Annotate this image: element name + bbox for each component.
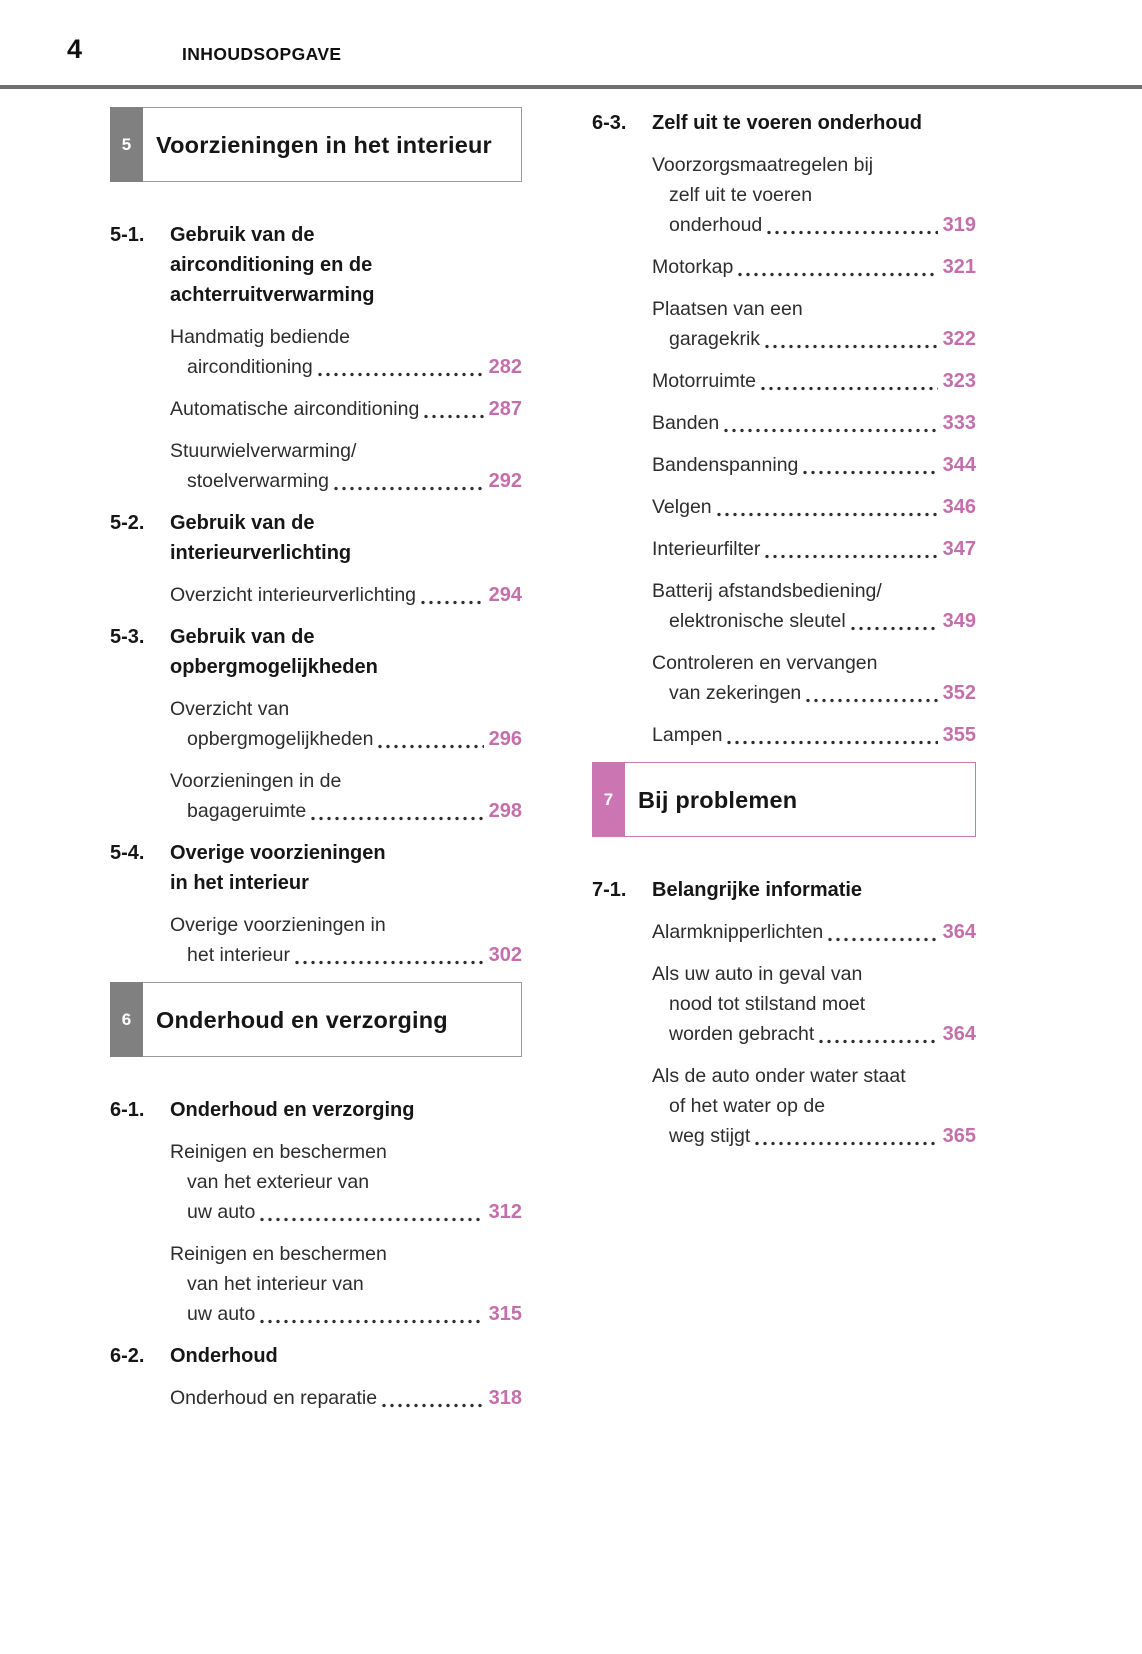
entry-leader-row — [170, 1197, 522, 1227]
section-title-line: Overige voorzieningen — [170, 842, 386, 864]
entry-text: Onderhoud en reparatie — [170, 1387, 378, 1409]
entry-text: Bandenspanning — [652, 454, 799, 476]
entry-leader-row — [170, 394, 522, 424]
dot-leader — [753, 1141, 937, 1146]
section-number: 5-2. — [110, 512, 145, 534]
dot-leader — [380, 1403, 484, 1408]
entry-text: Banden — [652, 412, 720, 434]
dot-leader — [293, 960, 484, 965]
entry-leader-row — [170, 466, 522, 496]
section-title-line: interieurverlichting — [170, 542, 352, 564]
section-title — [170, 838, 386, 898]
section-title-line: Belangrijke informatie — [652, 879, 863, 901]
chapter-number-badge: 5 — [110, 107, 143, 182]
entry-page-number: 282 — [488, 356, 522, 378]
entry-text-line: Als uw auto in geval van — [652, 963, 863, 985]
section-title — [170, 1341, 278, 1371]
page-title: INHOUDSOPGAVE — [182, 44, 342, 64]
toc-entry — [170, 1137, 522, 1227]
entry-leader-row — [652, 917, 976, 947]
entry-text-line: of het water op de — [669, 1095, 826, 1117]
entry-page-number: 333 — [942, 412, 976, 434]
section-title — [170, 1095, 414, 1125]
chapter-box-5 — [110, 107, 522, 182]
entry-leader-row — [170, 1299, 522, 1329]
entry-page-number: 322 — [942, 328, 976, 350]
entry-page-number: 352 — [942, 682, 976, 704]
entry-text-line: Reinigen en beschermen — [170, 1141, 387, 1163]
entry-text-line: van het exterieur van — [187, 1171, 370, 1193]
chapter-number-badge: 7 — [592, 762, 625, 837]
entry-page-number: 344 — [942, 454, 976, 476]
chapter-title: Onderhoud en verzorging — [156, 1006, 448, 1033]
entry-text: Lampen — [652, 724, 723, 746]
entry-text-line: Batterij afstandsbediening/ — [652, 580, 882, 602]
entry-text: uw auto — [187, 1201, 256, 1223]
dot-leader — [804, 698, 937, 703]
section-title-line: Onderhoud — [170, 1345, 278, 1367]
entry-leader-row — [652, 1019, 976, 1049]
toc-entry — [652, 450, 976, 480]
entry-page-number: 318 — [488, 1387, 522, 1409]
entry-page-number: 302 — [488, 944, 522, 966]
dot-leader — [422, 414, 483, 419]
entry-text: worden gebracht — [669, 1023, 815, 1045]
entry-leader-row — [170, 724, 522, 754]
entry-page-number: 346 — [942, 496, 976, 518]
section-number: 5-1. — [110, 224, 145, 246]
dot-leader — [826, 937, 937, 942]
toc-entry — [652, 252, 976, 282]
entry-page-number: 349 — [942, 610, 976, 632]
section-number: 6-1. — [110, 1099, 145, 1121]
chapter-box-6 — [110, 982, 522, 1057]
section-heading-6-2 — [110, 1341, 522, 1371]
entry-text: opbergmogelijkheden — [187, 728, 374, 750]
dot-leader — [765, 230, 937, 235]
entry-text-line: Overige voorzieningen in — [170, 914, 386, 936]
toc-entry — [170, 322, 522, 382]
entry-text: Motorruimte — [652, 370, 757, 392]
entry-text: het interieur — [187, 944, 290, 966]
chapter-title: Bij problemen — [638, 786, 798, 813]
entry-text: elektronische sleutel — [669, 610, 846, 632]
entry-text: bagageruimte — [187, 800, 307, 822]
toc-entry — [170, 910, 522, 970]
dot-leader — [801, 470, 937, 475]
entry-page-number: 355 — [942, 724, 976, 746]
section-heading-5-3 — [110, 622, 522, 682]
section-number: 5-4. — [110, 842, 145, 864]
dot-leader — [763, 344, 938, 349]
entry-page-number: 365 — [942, 1125, 976, 1147]
dot-leader — [715, 512, 938, 517]
dot-leader — [309, 816, 483, 821]
section-number: 6-3. — [592, 112, 627, 134]
entry-leader-row — [652, 252, 976, 282]
toc-column-right — [592, 108, 976, 1163]
toc-entry — [170, 1239, 522, 1329]
toc-entry — [652, 150, 976, 240]
toc-entry — [170, 694, 522, 754]
toc-entry — [170, 1383, 522, 1413]
dot-leader — [258, 1319, 483, 1324]
section-heading-5-2 — [110, 508, 522, 568]
entry-text: garagekrik — [669, 328, 761, 350]
dot-leader — [817, 1039, 937, 1044]
entry-page-number: 294 — [488, 584, 522, 606]
entry-page-number: 319 — [942, 214, 976, 236]
entry-page-number: 364 — [942, 921, 976, 943]
toc-entry — [652, 408, 976, 438]
entry-page-number: 321 — [942, 256, 976, 278]
entry-text-line: Controleren en vervangen — [652, 652, 878, 674]
toc-entry — [652, 1061, 976, 1151]
entry-leader-row — [170, 352, 522, 382]
entry-leader-row — [652, 678, 976, 708]
entry-page-number: 292 — [488, 470, 522, 492]
section-title — [652, 108, 922, 138]
entry-leader-row — [170, 580, 522, 610]
entry-leader-row — [170, 940, 522, 970]
chapter-box-7 — [592, 762, 976, 837]
section-title-line: Gebruik van de — [170, 626, 315, 648]
section-title — [170, 622, 378, 682]
entry-page-number: 347 — [942, 538, 976, 560]
section-heading-5-1 — [110, 220, 522, 310]
toc-column-left — [110, 103, 522, 1425]
entry-leader-row — [652, 450, 976, 480]
dot-leader — [316, 372, 484, 377]
entry-text-line: Voorzorgsmaatregelen bij — [652, 154, 874, 176]
section-title-line: airconditioning en de — [170, 254, 373, 276]
section-title-line: opbergmogelijkheden — [170, 656, 378, 678]
dot-leader — [759, 386, 938, 391]
toc-entry — [652, 648, 976, 708]
dot-leader — [725, 740, 937, 745]
entry-leader-row — [652, 210, 976, 240]
entry-text-line: Reinigen en beschermen — [170, 1243, 387, 1265]
dot-leader — [258, 1217, 483, 1222]
section-title-line: Gebruik van de — [170, 512, 315, 534]
toc-entry — [652, 294, 976, 354]
entry-page-number: 323 — [942, 370, 976, 392]
section-heading-7-1 — [592, 875, 976, 905]
section-heading-5-4 — [110, 838, 522, 898]
entry-leader-row — [652, 492, 976, 522]
entry-text: uw auto — [187, 1303, 256, 1325]
entry-text: Automatische airconditioning — [170, 398, 420, 420]
dot-leader — [722, 428, 937, 433]
toc-entry — [170, 580, 522, 610]
entry-text-line: Overzicht van — [170, 698, 290, 720]
entry-text-line: Plaatsen van een — [652, 298, 803, 320]
toc-entry — [652, 492, 976, 522]
page-number: 4 — [67, 34, 83, 64]
entry-text: Motorkap — [652, 256, 734, 278]
section-title — [170, 508, 351, 568]
entry-page-number: 298 — [488, 800, 522, 822]
entry-text-line: Stuurwielverwarming/ — [170, 440, 357, 462]
chapter-number-badge: 6 — [110, 982, 143, 1057]
toc-entry — [170, 394, 522, 424]
section-number: 5-3. — [110, 626, 145, 648]
section-title-line: Zelf uit te voeren onderhoud — [652, 112, 923, 134]
entry-text-line: Voorzieningen in de — [170, 770, 342, 792]
dot-leader — [763, 554, 937, 559]
entry-page-number: 364 — [942, 1023, 976, 1045]
dot-leader — [419, 600, 484, 605]
chapter-title: Voorzieningen in het interieur — [156, 131, 492, 158]
entry-leader-row — [652, 324, 976, 354]
section-title-line: Onderhoud en verzorging — [170, 1099, 415, 1121]
entry-leader-row — [652, 606, 976, 636]
toc-entry — [170, 766, 522, 826]
section-title — [170, 220, 375, 310]
entry-leader-row — [652, 1121, 976, 1151]
entry-text: Overzicht interieurverlichting — [170, 584, 417, 606]
entry-leader-row — [652, 366, 976, 396]
entry-text: weg stijgt — [669, 1125, 751, 1147]
dot-leader — [376, 744, 483, 749]
entry-text: stoelverwarming — [187, 470, 329, 492]
dot-leader — [849, 626, 938, 631]
toc-entry — [652, 959, 976, 1049]
entry-page-number: 315 — [488, 1303, 522, 1325]
entry-leader-row — [170, 1383, 522, 1413]
toc-entry — [170, 436, 522, 496]
entry-leader-row — [170, 796, 522, 826]
toc-entry — [652, 366, 976, 396]
section-title — [652, 875, 862, 905]
entry-text: airconditioning — [187, 356, 313, 378]
toc-entry — [652, 917, 976, 947]
section-title-line: in het interieur — [170, 872, 309, 894]
entry-text: Interieurfilter — [652, 538, 761, 560]
entry-text: van zekeringen — [669, 682, 802, 704]
section-number: 7-1. — [592, 879, 627, 901]
dot-leader — [736, 272, 937, 277]
entry-page-number: 287 — [488, 398, 522, 420]
section-title-line: achterruitverwarming — [170, 284, 375, 306]
header-rule — [0, 85, 1142, 89]
toc-entry — [652, 576, 976, 636]
toc-entry — [652, 720, 976, 750]
section-heading-6-3 — [592, 108, 976, 138]
entry-page-number: 296 — [488, 728, 522, 750]
entry-page-number: 312 — [488, 1201, 522, 1223]
entry-leader-row — [652, 720, 976, 750]
entry-text-line: van het interieur van — [187, 1273, 364, 1295]
entry-text: Velgen — [652, 496, 712, 518]
entry-text-line: Als de auto onder water staat — [652, 1065, 906, 1087]
section-title-line: Gebruik van de — [170, 224, 315, 246]
entry-text: onderhoud — [669, 214, 763, 236]
entry-text: Alarmknipperlichten — [652, 921, 824, 943]
entry-text-line: zelf uit te voeren — [669, 184, 813, 206]
entry-text-line: Handmatig bediende — [170, 326, 350, 348]
entry-leader-row — [652, 534, 976, 564]
section-heading-6-1 — [110, 1095, 522, 1125]
section-number: 6-2. — [110, 1345, 145, 1367]
entry-text-line: nood tot stilstand moet — [669, 993, 866, 1015]
dot-leader — [332, 486, 484, 491]
toc-entry — [652, 534, 976, 564]
entry-leader-row — [652, 408, 976, 438]
